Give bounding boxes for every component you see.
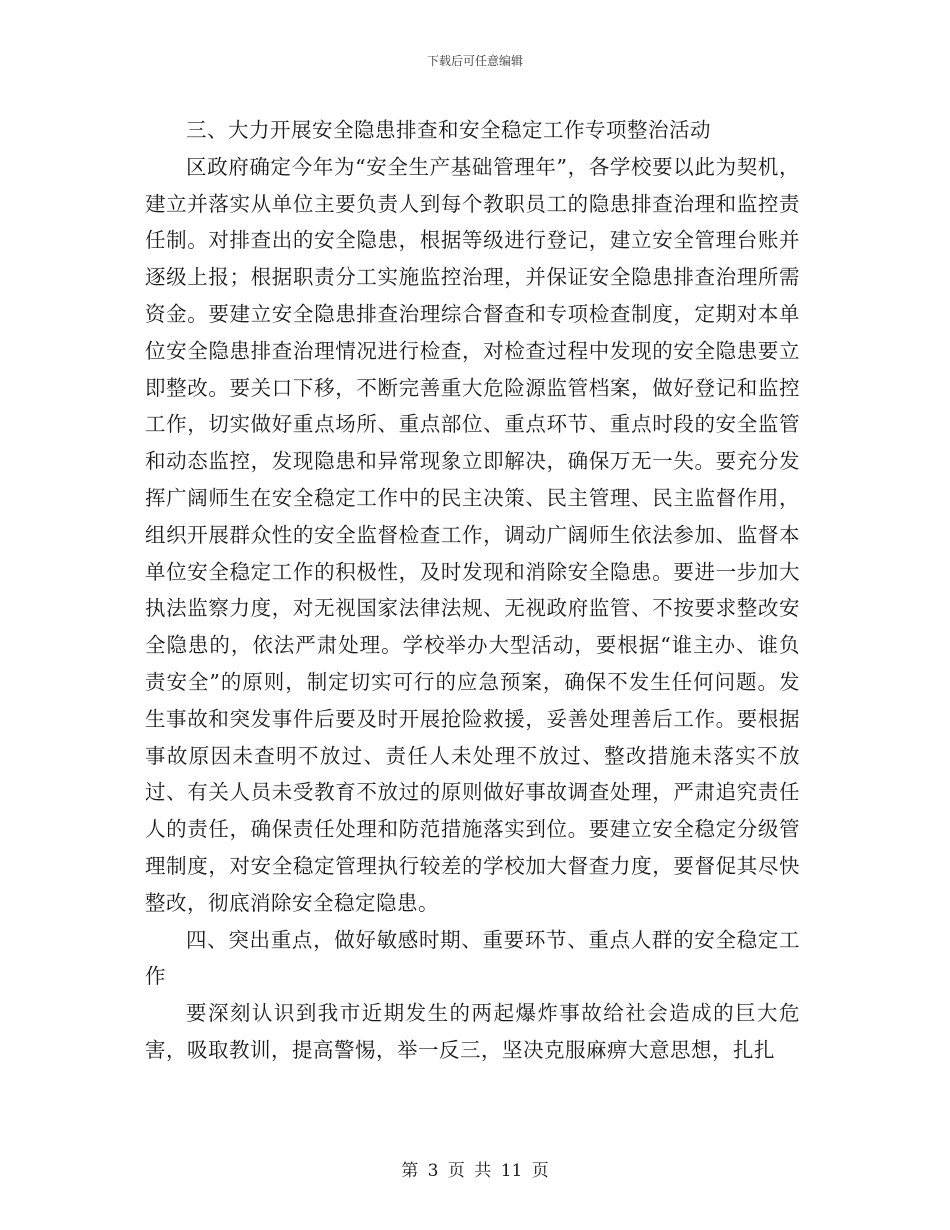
section-heading-4: 四、突出重点，做好敏感时期、重要环节、重点人群的安全稳定工作 — [145, 927, 800, 989]
section-heading-3: 三、大力开展安全隐患排查和安全稳定工作专项整治活动 — [186, 118, 711, 142]
page-number-footer: 第 3 页 共 11 页 — [401, 1161, 549, 1181]
paragraph-section-4: 要深刻认识到我市近期发生的两起爆炸事故给社会造成的巨大危害，吸取教训，提高警惕，举一反三，坚决克服麻痹大意思想，扎扎 — [145, 1001, 800, 1062]
page-header-note: 下载后可任意编辑 — [426, 54, 523, 68]
paragraph-section-3: 区政府确定今年为“安全生产基础管理年”，各学校要以此为契机，建立并落实从单位主要负责人到每个教职员工的隐患排查治理和监控责任制。对排查出的安全隐患，根据等级进行登记，建立安全管理台账并逐级上报；根据职责分工实施监控治理，并保证安全隐患排查治理所需资金。要建立安全隐患排查治理综合督查和专项检查制度，定期对本单位安全隐患排查治理情况进行检查，对检查过程中发现的安全隐患要立即整改。要关口下移，不断完善重大危险源监管档案，做好登记和监控工作，切实做好重点场所、重点部位、重点环节、重点时段的安全监管和动态监控，发现隐患和异常现象立即解决，确保万无一失。要充分发挥广阔师生在安全稳定工作中的民主决策、民主管理、民主监督作用，组织开展群众性的安全监督检查工作，调动广阔师生依法参加、监督本单位安全稳定工作的积极性，及时发现和消除安全隐患。要进一步加大执法监察力度，对无视国家法律法规、无视政府监管、不按要求整改安全隐患的，依法严肃处理。学校举办大型活动，要根据“谁主办、谁负责安全”的原则，制定切实可行的应急预案，确保不发生任何问题。发生事故和突发事件后要及时开展抢险救援，妥善处理善后工作。要根据事故原因未查明不放过、责任人未处理不放过、整改措施未落实不放过、有关人员未受教育不放过的原则做好事故调查处理，严肃追究责任人的责任，确保责任处理和防范措施落实到位。要建立安全稳定分级管理制度，对安全稳定管理执行较差的学校加大督查力度，要督促其尽快整改，彻底消除安全稳定隐患。 — [145, 154, 800, 915]
document-body — [145, 112, 800, 1069]
